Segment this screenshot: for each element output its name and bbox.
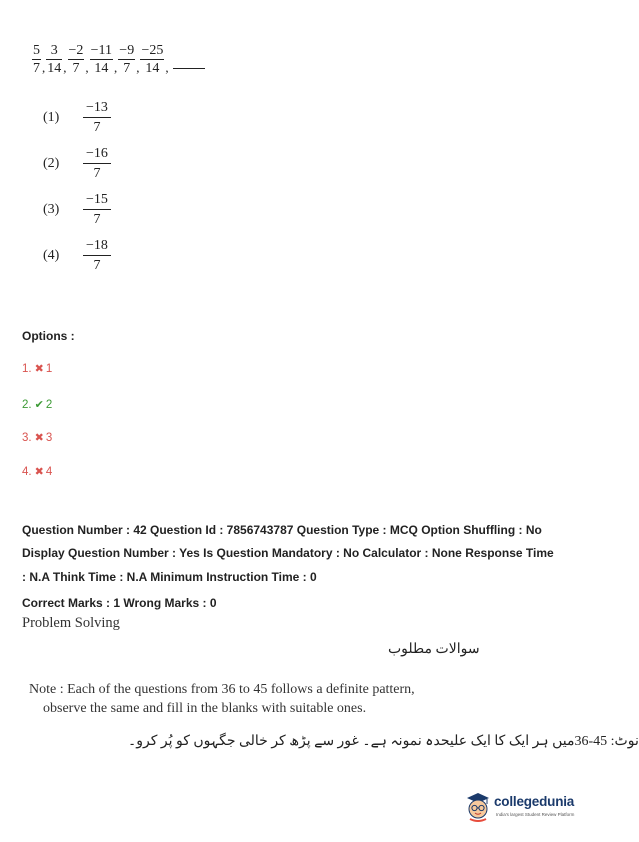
option-3: 3. ✖ 3 [22, 432, 53, 444]
question-metadata-line3: : N.A Think Time : N.A Minimum Instruction Time : 0 [22, 570, 317, 584]
cross-icon: ✖ [34, 432, 44, 444]
choice-3: (3) $\frac{-15}{7}$ [43, 190, 111, 229]
answer-blank [173, 68, 205, 69]
option-4: 4. ✖ 4 [22, 466, 53, 478]
options-label: Options : [22, 329, 75, 343]
choice-1: (1) $\frac{-13}{7}$ [43, 98, 111, 137]
urdu-note: نوٹ: 45-36میں ہر ایک کا ایک علیحدہ نمونہ ہے۔ غور سے پڑھ کر خالی جگہوں کو پُر کرو۔ [128, 734, 639, 749]
note-line-1: Note : Each of the questions from 36 to 45 follows a definite pattern, [29, 682, 415, 697]
marks-line: Correct Marks : 1 Wrong Marks : 0 [22, 596, 217, 610]
subject-title: Problem Solving [22, 615, 120, 631]
brand-tagline: India's largest Student Review Platform [496, 812, 575, 817]
collegedunia-logo [465, 790, 580, 826]
question-metadata-line1: Question Number : 42 Question Id : 7856743787 Question Type : MCQ Option Shuffling : No [22, 523, 542, 537]
sequence-row: $\frac{5}{7}$ , $\frac{3}{14}$ , $\frac{-2}{7}$ , $\frac{-11}{14}$ , $\frac{-9}{7}$ , $\frac{-25}{14}$ , [32, 42, 205, 77]
choice-2: (2) $\frac{-16}{7}$ [43, 144, 111, 183]
option-1: 1. ✖ 1 [22, 363, 53, 375]
brand-name: collegedunia [494, 794, 575, 809]
question-metadata-line2: Display Question Number : Yes Is Question Mandatory : No Calculator : None Response Time [22, 546, 554, 560]
choice-4: (4) $\frac{-18}{7}$ [43, 236, 111, 275]
note-line-2: observe the same and fill in the blanks with suitable ones. [43, 701, 367, 716]
student-mascot-icon [465, 790, 491, 822]
sequence-term: $\frac{3}{14}$ [47, 43, 62, 76]
cross-icon: ✖ [34, 466, 44, 478]
urdu-title: سوالات مطلوب [388, 642, 480, 657]
cross-icon: ✖ [34, 363, 44, 375]
sequence-term: $\frac{5}{7}$ [33, 43, 40, 76]
sequence-term: $\frac{-11}{14}$ [90, 43, 113, 76]
sequence-term: $\frac{-2}{7}$ [68, 43, 84, 76]
sequence-term: $\frac{-25}{14}$ [141, 43, 164, 76]
option-2: 2. ✔ 2 [22, 399, 53, 411]
check-icon: ✔ [34, 399, 44, 411]
sequence-term: $\frac{-9}{7}$ [119, 43, 135, 76]
